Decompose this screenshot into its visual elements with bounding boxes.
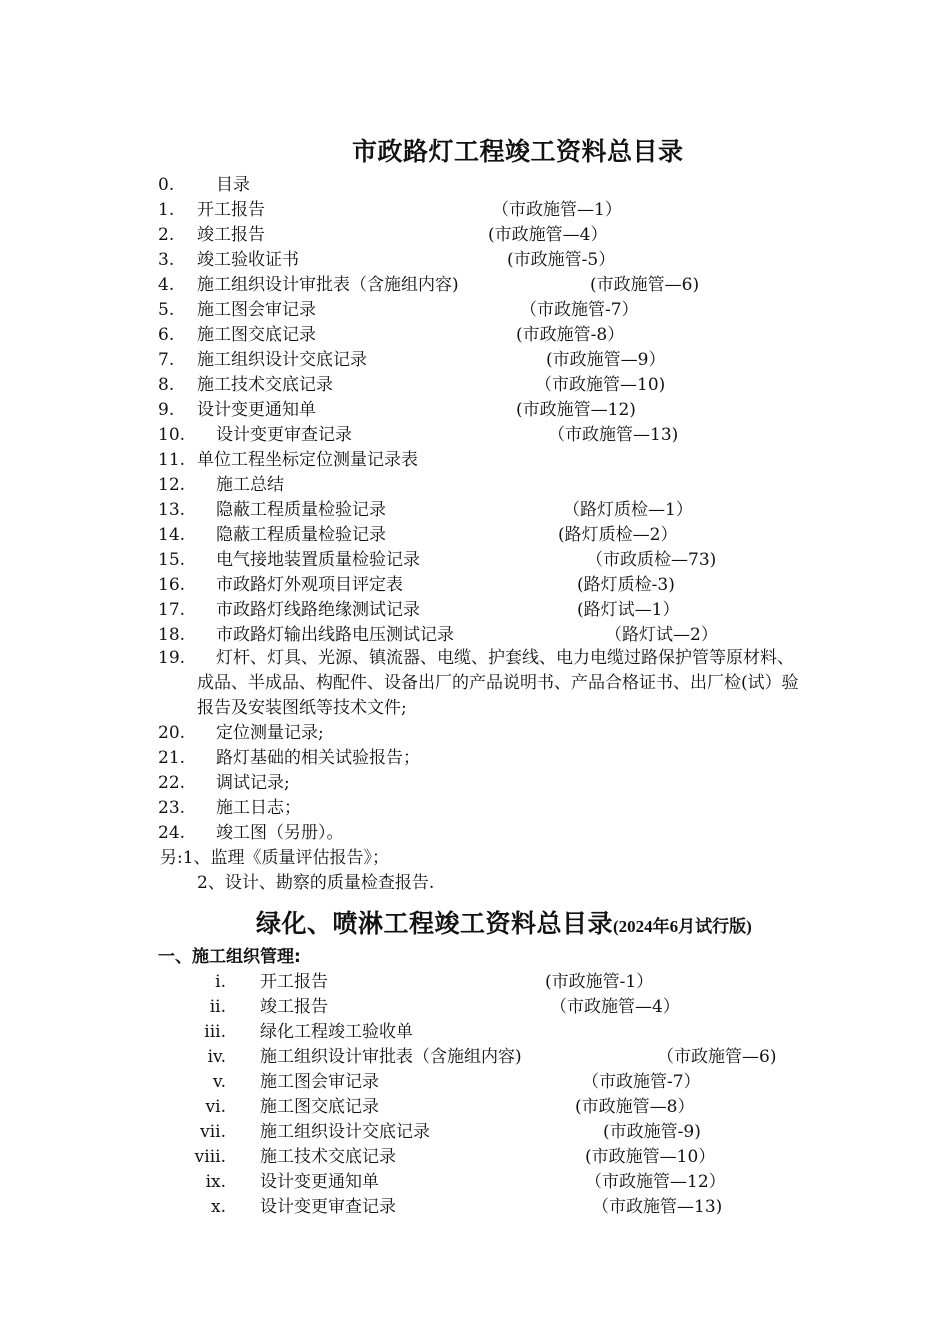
section-title-main: 绿化、喷淋工程竣工资料总目录 [256,909,614,938]
list-item [0,1120,950,1145]
item-title: 施工图会审记录 [260,1072,379,1092]
list-item [0,398,950,423]
item-title: 目录 [216,175,250,195]
item-number: vi. [205,1097,226,1117]
item-title: 电气接地装置质量检验记录 [216,550,420,570]
list-item [0,796,950,821]
item-form-ref: （路灯试—2） [605,625,718,645]
list-item [0,1145,950,1170]
item-number: v. [213,1072,226,1092]
item-number: vii. [200,1122,226,1142]
list-item [0,173,950,198]
list-item [0,348,950,373]
item-form-ref: (市政施管—9） [546,350,666,370]
item-title: 施工日志； [216,798,301,818]
list-item [0,598,950,623]
item-title: 施工技术交底记录 [197,375,333,395]
list-item [0,423,950,448]
item-form-ref: (市政施管—10） [585,1147,716,1167]
item-title: 市政路灯输出线路电压测试记录 [216,625,454,645]
list-item [0,298,950,323]
item-title: 开工报告 [260,972,328,992]
item-form-ref: (路灯质检—2） [558,525,678,545]
section-title [256,904,752,940]
item-title: 施工组织设计交底记录 [197,350,367,370]
item19-continuation-line: 报告及安装图纸等技术文件; [197,698,407,718]
list-item [0,1020,950,1045]
item-form-ref: (路灯试—1） [577,600,680,620]
list-item [0,646,950,671]
note-line: 2、设计、勘察的质量检查报告. [197,873,435,893]
item-title: 施工总结 [216,475,284,495]
item-number: 21. [158,748,186,768]
list-item [0,1070,950,1095]
item-title: 设计变更通知单 [197,400,316,420]
item-title: 市政路灯外观项目评定表 [216,575,403,595]
item-number: 3. [158,250,175,270]
item-title: 开工报告 [197,200,265,220]
list-item [0,248,950,273]
list-item [0,573,950,598]
item-title: 施工图交底记录 [260,1097,379,1117]
item-title: 绿化工程竣工验收单 [260,1022,413,1042]
item-number: iii. [204,1022,226,1042]
item-form-ref: （市政施管—10) [535,375,666,395]
page-title: 市政路灯工程竣工资料总目录 [352,137,684,166]
item-number: i. [215,972,226,992]
item-form-ref: (市政施管-9) [603,1122,701,1142]
item-form-ref: （市政施管—4） [550,997,680,1017]
item-title: 竣工验收证书 [197,250,299,270]
item-number: 16. [158,575,186,595]
item-form-ref: (市政施管—8） [575,1097,695,1117]
item-number: 14. [158,525,186,545]
item-form-ref: （市政施管—1） [492,200,622,220]
item-title: 单位工程坐标定位测量记录表 [197,450,418,470]
item-number: 24. [158,823,186,843]
item-number: 23. [158,798,186,818]
item-number: 20. [158,723,186,743]
item-title: 设计变更审查记录 [216,425,352,445]
item-number: x. [211,1197,226,1217]
list-item [0,198,950,223]
item-form-ref: (市政施管—6) [590,275,700,295]
list-item [0,771,950,796]
item-number: 12. [158,475,186,495]
list-item [0,223,950,248]
item-number: ix. [205,1172,226,1192]
item-form-ref: (市政施管-5） [507,250,616,270]
item-title: 设计变更审查记录 [260,1197,396,1217]
item-form-ref: （市政施管-7） [582,1072,701,1092]
item-number: ii. [209,997,226,1017]
item-form-ref: (市政施管-1） [545,972,654,992]
item-number: 1. [158,200,175,220]
list-item [0,498,950,523]
item-title: 施工图会审记录 [197,300,316,320]
item-title: 施工组织设计审批表（含施组内容) [260,1047,522,1067]
item-title: 施工组织设计交底记录 [260,1122,430,1142]
item-number: 2. [158,225,175,245]
item-number: 11. [158,450,186,470]
list-item [0,1095,950,1120]
note-line: 另:1、监理《质量评估报告》； [160,848,390,868]
item-form-ref: （市政施管—12） [585,1172,726,1192]
item-form-ref: （市政施管—13) [592,1197,723,1217]
list-item [0,473,950,498]
list-item [0,548,950,573]
item-form-ref: （路灯质检—1） [563,500,693,520]
item-form-ref: (市政施管—4） [488,225,608,245]
item-number: 5. [158,300,175,320]
item-title: 隐蔽工程质量检验记录 [216,500,386,520]
list-item [0,821,950,846]
item-form-ref: (路灯质检-3) [577,575,675,595]
section-heading: 一、施工组织管理: [158,947,301,967]
list-item [0,746,950,771]
item-title: 施工图交底记录 [197,325,316,345]
list-item [0,721,950,746]
section-title-version: (2024年6月试行版) [613,917,752,936]
item-number: 6. [158,325,175,345]
item19-continuation-line: 成品、半成品、构配件、设备出厂的产品说明书、产品合格证书、出厂检(试）验 [197,673,799,693]
item-title: 定位测量记录; [216,723,324,743]
item-title: 竣工报告 [260,997,328,1017]
list-item [0,995,950,1020]
item-number: 17. [158,600,186,620]
list-item [0,523,950,548]
item-title: 施工技术交底记录 [260,1147,396,1167]
item-number: 4. [158,275,175,295]
item-form-ref: （市政施管—13) [548,425,679,445]
item-title: 竣工图（另册）。 [216,823,344,843]
list-item [0,1195,950,1220]
item-form-ref: （市政施管-7） [520,300,639,320]
list-item [0,273,950,298]
list-item [0,448,950,473]
item-number: 22. [158,773,186,793]
item-title: 施工组织设计审批表（含施组内容) [197,275,459,295]
item-title: 隐蔽工程质量检验记录 [216,525,386,545]
item-form-ref: (市政施管-8） [516,325,625,345]
item-title: 路灯基础的相关试验报告； [216,748,420,768]
item-form-ref: (市政施管—12) [516,400,636,420]
item-number: 13. [158,500,186,520]
item-form-ref: （市政质检—73) [586,550,717,570]
item-number: 7. [158,350,175,370]
item-number: 8. [158,375,175,395]
item-number: iv. [207,1047,226,1067]
item-title: 竣工报告 [197,225,265,245]
item-number: 15. [158,550,186,570]
list-item [0,623,950,648]
item-number: 9. [158,400,175,420]
item-title: 调试记录; [216,773,290,793]
item-title: 设计变更通知单 [260,1172,379,1192]
item-number: 10. [158,425,186,445]
list-item [0,373,950,398]
item-number: 19. [158,648,186,668]
list-item [0,1170,950,1195]
item-form-ref: （市政施管—6) [657,1047,777,1067]
list-item [0,323,950,348]
item-number: 0. [158,175,175,195]
item-title: 灯杆、灯具、光源、镇流器、电缆、护套线、电力电缆过路保护管等原材料、 [216,648,794,668]
list-item [0,1045,950,1070]
item-number: viii. [194,1147,226,1167]
list-item [0,970,950,995]
item-number: 18. [158,625,186,645]
item-title: 市政路灯线路绝缘测试记录 [216,600,420,620]
